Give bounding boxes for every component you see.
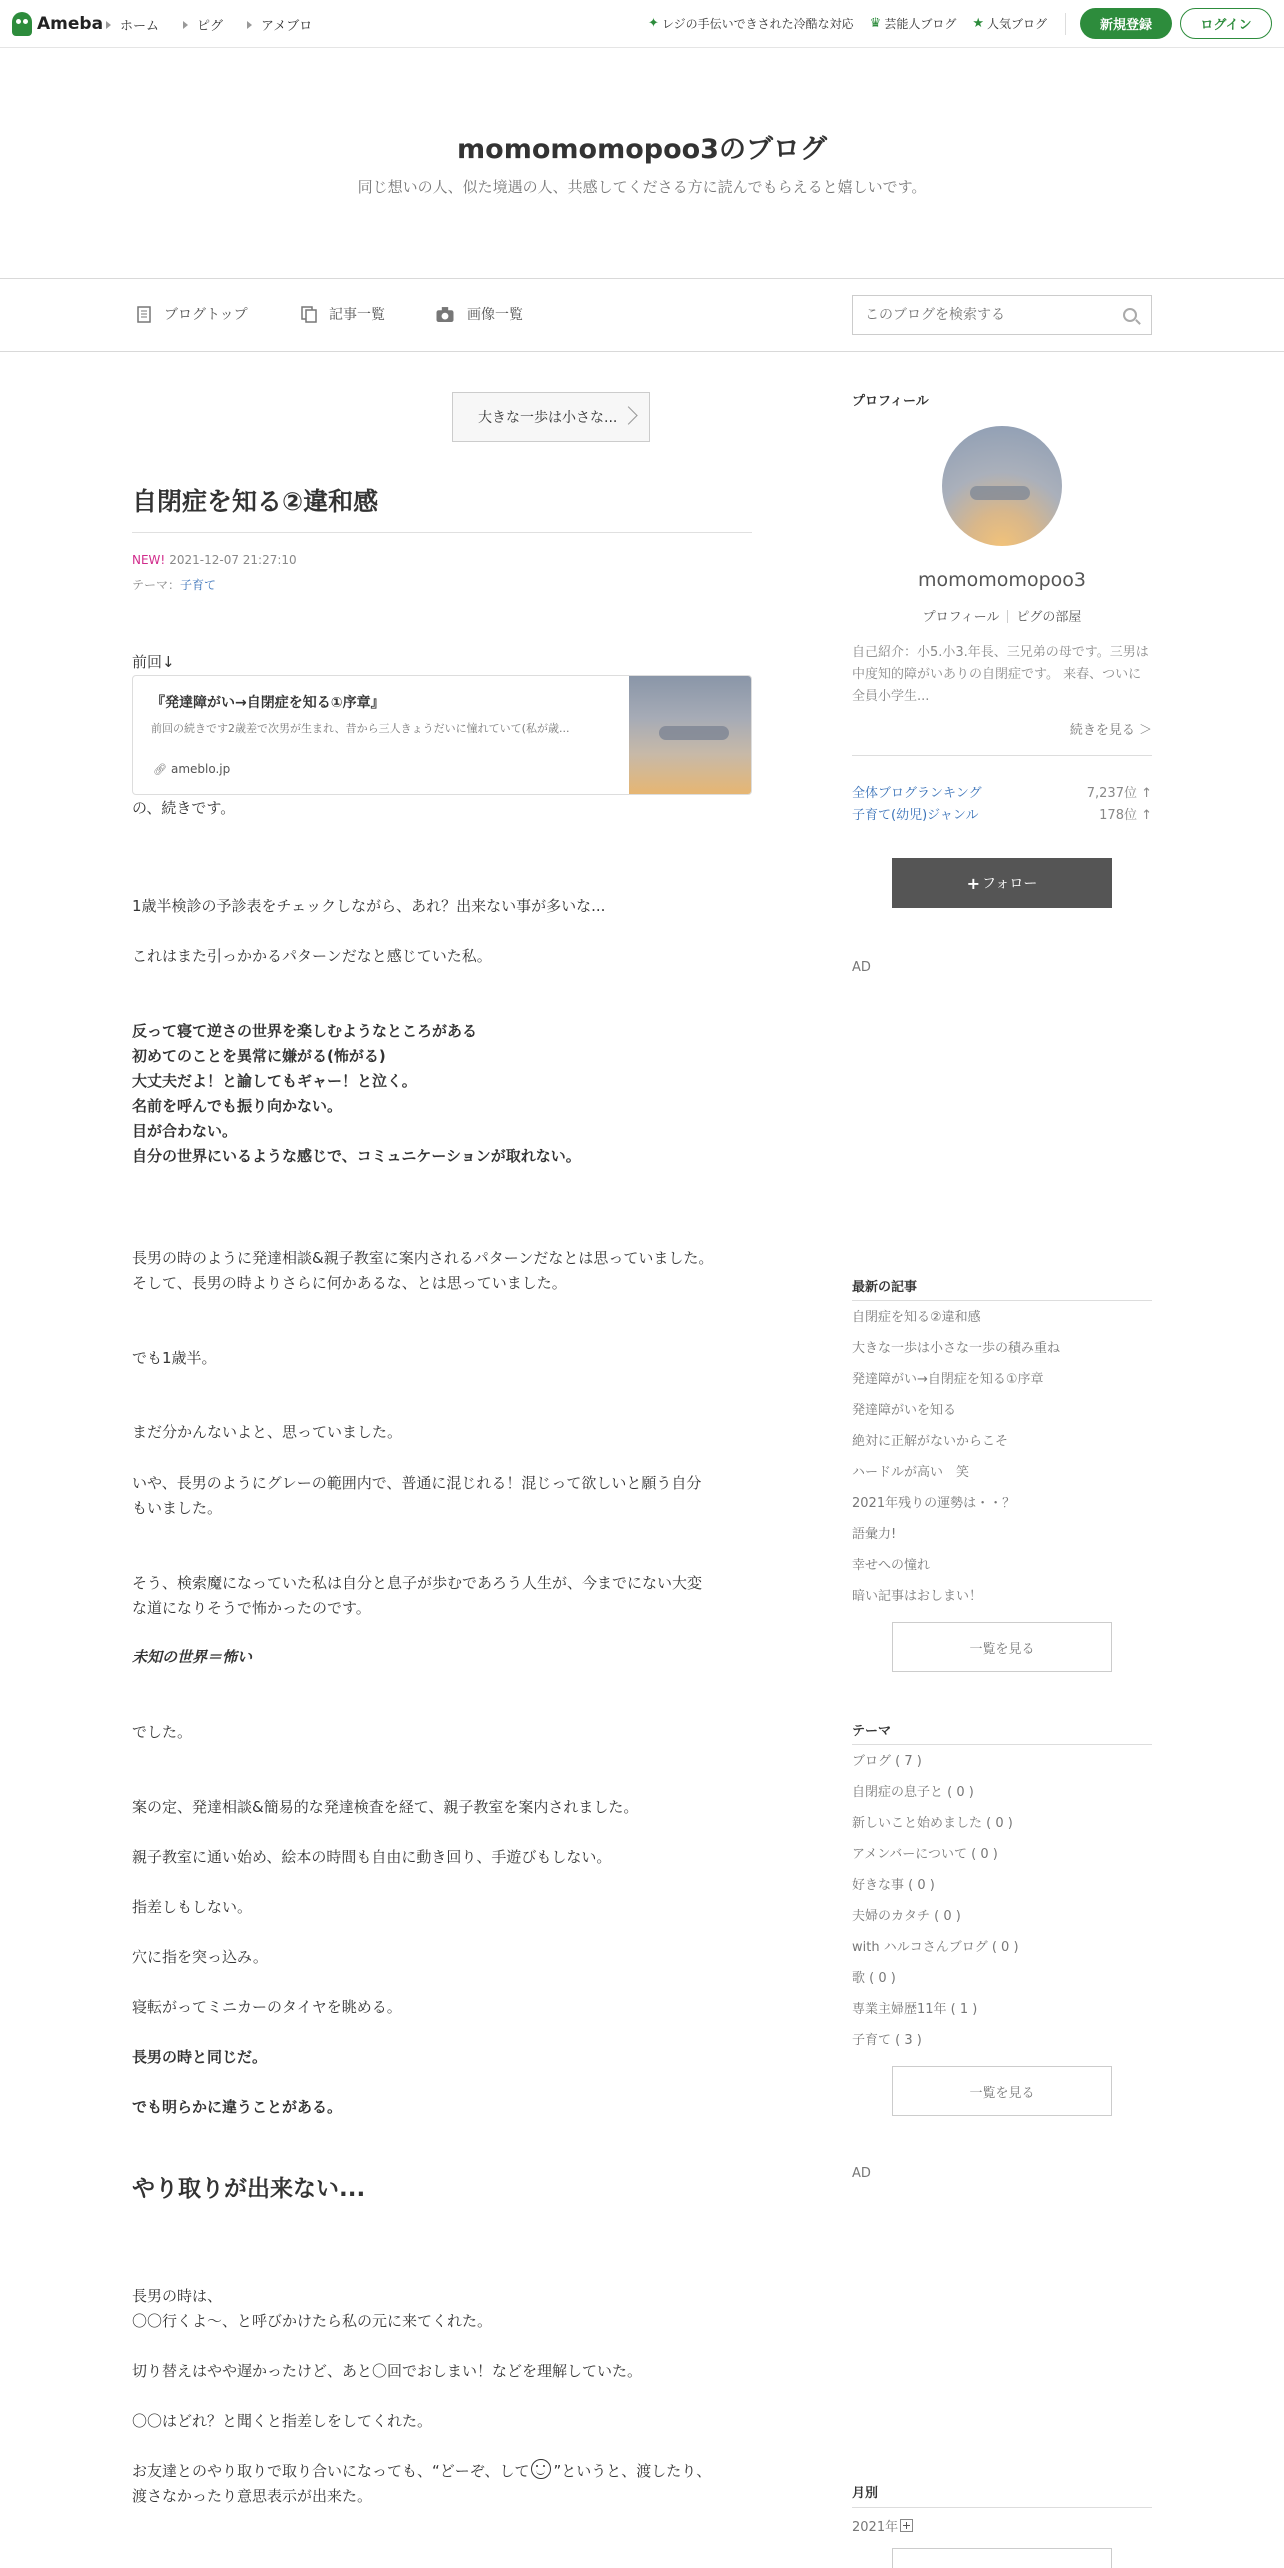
theme-link[interactable]: 子育て (180, 578, 217, 592)
paragraph: 切り替えはやや遅かったけど、あと〇回でおしまい！などを理解していた。 (132, 2362, 643, 2380)
follow-button[interactable]: + フォロー (892, 858, 1112, 908)
paragraph: 前回↓ (132, 653, 175, 671)
theme-heading: テーマ (852, 1724, 892, 1739)
theme-list (852, 1752, 1152, 2062)
copy-icon (301, 306, 317, 323)
chevron-right-icon (619, 406, 637, 424)
triangle-right-icon (247, 21, 252, 29)
theme-item[interactable]: 新しいこと始めました ( 0 ) (852, 1816, 1013, 1831)
bold-line: 大丈夫だよ！と諭してもギャー！と泣く。 (132, 1072, 417, 1090)
blog-title[interactable]: momomomopoo3のブログ (457, 134, 827, 165)
paragraph: そして、長男の時よりさらに何かあるな、とは思っていました。 (132, 1274, 567, 1292)
recent-item[interactable]: ハードルが高い 笑 (852, 1465, 970, 1480)
blog-search-input[interactable] (853, 296, 1093, 334)
search-icon[interactable] (1123, 308, 1137, 322)
card-thumbnail (629, 676, 751, 795)
paragraph: 長男の時は、 (132, 2287, 223, 2305)
paragraph: 渡さなかったり意思表示が出来た。 (132, 2487, 373, 2505)
popular-blog-link[interactable]: ★ 人気ブログ (972, 16, 1047, 31)
blog-header (0, 49, 1284, 279)
section-heading: やり取りが出来ない... (132, 2176, 366, 2202)
recent-item[interactable]: 自閉症を知る②違和感 (852, 1310, 981, 1325)
trending-link[interactable]: ✦ レジの手伝いできされた冷酷な対応 (648, 16, 854, 31)
article-theme: テーマ：子育て (132, 578, 217, 592)
document-icon (136, 306, 152, 323)
header-right (632, 8, 1272, 39)
profile-link[interactable]: プロフィール (922, 610, 1000, 625)
theme-item[interactable]: 専業主婦歴11年 ( 1 ) (852, 2002, 978, 2017)
emphasis-line: 未知の世界＝怖い (132, 1648, 253, 1666)
theme-item[interactable]: with ハルコさんブログ ( 0 ) (852, 1940, 1019, 1955)
paragraph: 親子教室に通い始め、絵本の時間も自由に動き回り、手遊びもしない。 (132, 1848, 612, 1866)
nav-image-list[interactable]: 画像一覧 (435, 304, 523, 324)
paragraph: これはまた引っかかるパターンだなと感じていた私。 (132, 947, 492, 965)
paragraph: 〇〇はどれ？と聞くと指差しをしてくれた。 (132, 2412, 433, 2430)
profile-heading: プロフィール (852, 394, 929, 409)
divider (852, 2507, 1152, 2508)
login-button[interactable]: ログイン (1180, 8, 1272, 39)
monthly-heading: 月別 (852, 2486, 879, 2501)
global-nav (106, 15, 312, 34)
smile-emoji-icon (531, 2459, 551, 2479)
ranking-link[interactable]: 全体ブログランキング (852, 786, 982, 801)
recent-item[interactable]: 大きな一歩は小さな一歩の積み重ね (852, 1341, 1061, 1356)
paragraph: でした。 (132, 1723, 193, 1741)
global-header (0, 0, 1284, 48)
read-more-link[interactable]: 続きを見る ＞ (1069, 723, 1152, 738)
monthly-more-button[interactable] (892, 2548, 1112, 2568)
recent-item[interactable]: 語彙力! (852, 1527, 897, 1542)
ranking-row: 全体ブログランキング 7,237位 ↑ (852, 782, 1152, 801)
ranking-link[interactable]: 子育て(幼児)ジャンル (852, 808, 979, 823)
link-icon: 🔗︎ (153, 762, 167, 776)
ranking-row: 子育て(幼児)ジャンル 178位 ↑ (852, 804, 1152, 823)
theme-item[interactable]: 歌 ( 0 ) (852, 1971, 896, 1986)
divider (1007, 610, 1008, 623)
profile-links (852, 606, 1152, 625)
theme-item[interactable]: 自閉症の息子と ( 0 ) (852, 1785, 974, 1800)
nav-pigg[interactable]: ピグ (183, 15, 223, 34)
theme-item[interactable]: 夫婦のカタチ ( 0 ) (852, 1909, 961, 1924)
nav-entry-list[interactable]: 記事一覧 (301, 304, 385, 324)
theme-item[interactable]: 好きな事 ( 0 ) (852, 1878, 935, 1893)
bold-line: 自分の世界にいるような感じで、コミュニケーションが取れない。 (132, 1147, 581, 1165)
ad-label: AD (852, 2166, 871, 2181)
nav-ameblo[interactable]: アメブロ (247, 15, 312, 34)
article-date: 2021-12-07 21:27:10 (169, 553, 297, 567)
nav-home[interactable]: ホーム (106, 15, 159, 34)
star-icon: ★ (972, 16, 984, 31)
card-domain: 🔗︎ ameblo.jp (153, 762, 231, 776)
blog-search (852, 295, 1152, 335)
paragraph: でも1歳半。 (132, 1349, 217, 1367)
theme-item[interactable]: アメンバーについて ( 0 ) (852, 1847, 998, 1862)
theme-more-button[interactable]: 一覧を見る (892, 2066, 1112, 2116)
triangle-right-icon (106, 21, 111, 29)
divider (852, 1744, 1152, 1745)
paragraph: な道になりそうで怖かったのです。 (132, 1599, 371, 1617)
celebrity-blog-link[interactable]: ♛ 芸能人ブログ (869, 16, 957, 31)
paragraph: まだ分かんないよと、思っていました。 (132, 1423, 403, 1441)
theme-item[interactable]: ブログ ( 7 ) (852, 1754, 922, 1769)
paragraph: いや、長男のようにグレーの範囲内で、普通に混じれる！混じって欲しいと願う自分 (132, 1474, 702, 1492)
theme-item[interactable]: 子育て ( 3 ) (852, 2033, 922, 2048)
new-badge: NEW! (132, 553, 166, 567)
recent-item[interactable]: 発達障がいを知る (852, 1403, 957, 1418)
paragraph: お友達とのやり取りで取り合いになっても、“どーぞ、して ”というと、渡したり、 (132, 2459, 752, 2484)
archive-year[interactable]: 2021年 (852, 2516, 913, 2535)
paragraph: 〇〇行くよ〜、と呼びかけたら私の元に来てくれた。 (132, 2312, 493, 2330)
recent-item[interactable]: 絶対に正解がないからこそ (852, 1434, 1009, 1449)
article-meta (132, 553, 297, 567)
card-title: 『発達障がい→自閉症を知る①序章』 (151, 695, 385, 711)
pigg-room-link[interactable]: ピグの部屋 (1016, 610, 1082, 625)
paragraph: 案の定、発達相談&簡易的な発達検査を経て、親子教室を案内されました。 (132, 1798, 639, 1816)
paragraph: の、続きです。 (132, 799, 236, 817)
bold-line: でも明らかに違うことがある。 (132, 2098, 343, 2116)
bold-line: 反って寝て逆さの世界を楽しむようなところがある (132, 1022, 478, 1040)
recent-heading: 最新の記事 (852, 1280, 918, 1295)
crown-icon: ♛ (869, 16, 882, 31)
paragraph: 穴に指を突っ込み。 (132, 1948, 268, 1966)
ad-label: AD (852, 960, 871, 975)
bold-line: 目が合わない。 (132, 1122, 238, 1140)
link-card[interactable] (132, 675, 752, 795)
triangle-right-icon (183, 21, 188, 29)
camera-icon (435, 306, 455, 323)
paragraph: 長男の時のように発達相談&親子教室に案内されるパターンだなとは思っていました。 (132, 1249, 714, 1267)
profile-bio: 自己紹介：小5.小3.年長、三兄弟の母です。三男は中度知的障がいありの自閉症です。 来春、ついに全員小学生... (852, 645, 1149, 704)
ameba-logo[interactable]: Ameba (12, 11, 103, 37)
prev-entry-button[interactable]: 大きな一歩は小さな... (452, 392, 650, 442)
divider (852, 1300, 1152, 1301)
recent-more-button[interactable]: 一覧を見る (892, 1622, 1112, 1672)
nav-blog-top[interactable]: ブログトップ (136, 304, 248, 324)
recent-item[interactable]: 暗い記事はおしまい！ (852, 1589, 983, 1604)
avatar[interactable] (942, 426, 1062, 546)
paragraph: 寝転がってミニカーのタイヤを眺める。 (132, 1998, 402, 2016)
card-description: 前回の続きです2歳差で次男が生まれ、昔から三人きょうだいに憧れていて(私が歳... (151, 722, 570, 735)
paragraph: そう、検索魔になっていた私は自分と息子が歩むであろう人生が、今までにない大変 (132, 1574, 703, 1592)
recent-item[interactable]: 幸せへの憧れ (852, 1558, 931, 1573)
recent-list (852, 1308, 1152, 1618)
recent-item[interactable]: 2021年残りの運勢は・・？ (852, 1496, 1016, 1511)
expand-icon[interactable] (900, 2519, 913, 2532)
divider (852, 755, 1152, 756)
register-button[interactable]: 新規登録 (1080, 8, 1172, 39)
ameba-mascot-icon (12, 12, 32, 36)
sparkle-icon: ✦ (648, 16, 659, 31)
bold-line: 名前を呼んでも振り向かない。 (132, 1097, 343, 1115)
bold-line: 長男の時と同じだ。 (132, 2048, 268, 2066)
recent-item[interactable]: 発達障がい→自閉症を知る①序章 (852, 1372, 1044, 1387)
paragraph: 1歳半検診の予診表をチェックしながら、あれ？出来ない事が多いな... (132, 897, 606, 915)
paragraph: もいました。 (132, 1499, 223, 1517)
article-title[interactable]: 自閉症を知る②違和感 (132, 487, 379, 516)
header-divider (1065, 13, 1066, 35)
profile-name[interactable]: momomomopoo3 (918, 569, 1086, 591)
blog-nav (0, 280, 1284, 352)
divider (132, 532, 752, 533)
blog-description: 同じ想いの人、似た境遇の人、共感してくださる方に読んでもらえると嬉しいです。 (357, 178, 927, 196)
bold-line: 初めてのことを異常に嫌がる(怖がる) (132, 1047, 386, 1065)
paragraph: 指差しもしない。 (132, 1898, 253, 1916)
